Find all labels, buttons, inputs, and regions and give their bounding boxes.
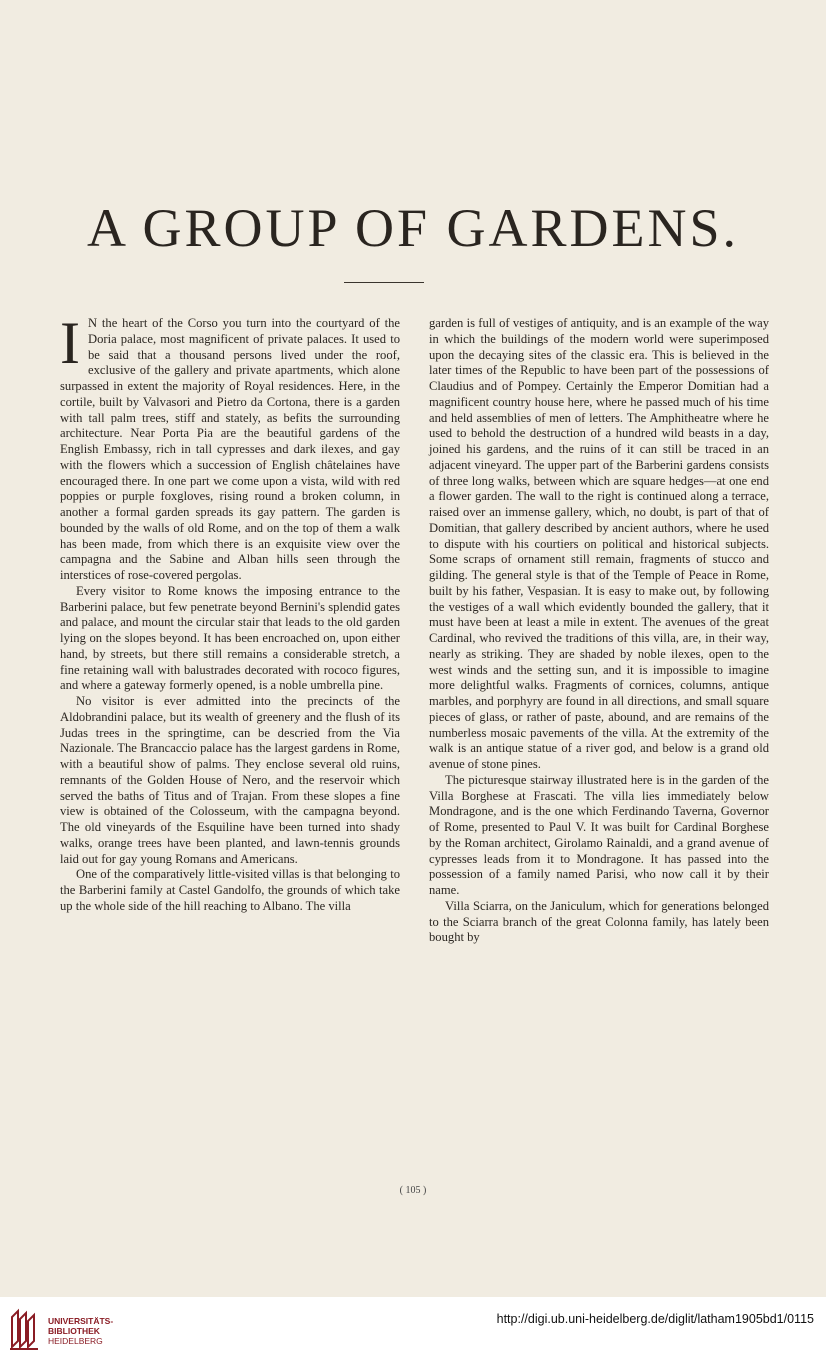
source-url-link[interactable]: http://digi.ub.uni-heidelberg.de/diglit/latham1905bd1/0115 (496, 1312, 814, 1326)
page-title: A GROUP OF GARDENS. (86, 198, 740, 258)
digitization-footer (0, 1297, 826, 1361)
title-rule (344, 282, 424, 283)
paragraph-5: garden is full of vestiges of antiquity, and is an example of the way in which the buildings of the modern world were superimposed upon the decaying sites of the classic era. This is believed in the later times of the Republic to have been part of the possessions of Claudius and of Pompey. Certainly the Emperor Domitian had a magnificent country house here, where he passed much of his time and held assemblies of men of letters. The Amphitheatre where he used to behold the destruction of a hundred wild beasts in a day, joined his gardens, and the ruins of it can still be traced in an adjacent vineyard. The upper part of the Barberini gardens consists of three long walks, between which are square hedges—at one end a flower garden. The wall to the right is continued along a terrace, raised over an immense gallery, which, no doubt, is part of that of Domitian, that gallery described by ancient authors, where he used to dispute with his courtiers on political and historical subjects. Some scraps of ornament still remain, fragments of stucco and gilding. The general style is that of the Temple of Peace in Rome, built by his father, Vespasian. It is easy to make out, by following the vestiges of a wall which evidently bounded the gallery, that it must have been at least a mile in extent. The avenues of the great Cardinal, who revived the traditions of this villa, are, in their way, nearly as striking. They are shaded by noble ilexes, open to the west winds and the setting sun, and it is impossible to imagine more delightful walks. Fragments of cornices, columns, antique marbles, and porphyry are found in all directions, and small square pieces of glass, or rather of paste, abound, and are remains of the numberless mosaic pavements of the villa. At the extremity of the walk is an antique statue of a river god, and below is a grand old avenue of stone pines. (429, 316, 769, 771)
page-number: ( 105 ) (399, 1185, 427, 1196)
drop-cap: I (60, 310, 80, 376)
paragraph-1-text: N the heart of the Corso you turn into the courtyard of the Doria palace, most magnificent of private palaces. It used to be said that a thousand persons lived under the roof, exclusive of the gallery and private apartments, which alone surpassed in extent the majority of Royal residences. Here, in the cortile, built by Valvasori and Pietro da Cortona, there is a garden with tall palm trees, stiff and stately, as befits the surrounding architecture. Near Porta Pia are the beautiful gardens of the English Embassy, rich in tall cypresses and dark ilexes, and gay with the flowers which a succession of English châtelaines have encouraged there. In one part we come upon a vista, wild with red poppies or purple foxgloves, rising round a broken column, in another a formal garden spreads its gay pattern. The garden is bounded by the walls of old Rome, and on the top of them a walk has been made, from which there is an exquisite view over the campagna and the Sabine and Alban hills seen through the interstices of rose-covered pergolas. (60, 316, 400, 582)
paragraph-3: No visitor is ever admitted into the precincts of the Aldobrandini palace, but its wealth of greenery and the flush of its Judas trees in the springtime, can be descried from the Via Nazionale. The Brancaccio palace has the largest gardens in Rome, with a beautiful show of palms. They enclose several old ruins, remnants of the Golden House of Nero, and the reservoir which served the baths of Titus and of Trajan. From these slopes a fine view is obtained of the Colosseum, with the campagna beyond. The old vineyards of the Esquiline have been turned into shady walks, orange trees have been planted, and lawn-tennis grounds laid out for gay young Romans and Americans. (60, 694, 400, 866)
library-name (48, 1316, 113, 1346)
library-logo-icon (8, 1307, 40, 1351)
paragraph-1 (60, 310, 400, 584)
paragraph-6: The picturesque stairway illustrated here is in the garden of the Villa Borghese at Frascati. The villa lies immediately below Mondragone, and is the one which Ferdinando Taverna, Governor of Rome, presented to Paul V. It was built for Cardinal Borghese by the Roman architect, Girolamo Rainaldi, and a grand avenue of cypresses leads from it to Mondragone. It has passed into the possession of a family named Parisi, who now call it by their name. (429, 772, 769, 897)
library-line-1: UNIVERSITÄTS- (48, 1316, 114, 1326)
right-column (429, 316, 769, 946)
library-line-2: BIBLIOTHEK (48, 1326, 100, 1336)
paragraph-2: Every visitor to Rome knows the imposing entrance to the Barberini palace, but few penetrate beyond Bernini's splendid gates and palace, and mount the circular stair that leads to the old garden lying on the slopes beyond. It has been encroached on, upon either hand, by streets, but there still remains a considerable stretch, a fine retaining wall with balustrades decorated with rococo figures, and where a gateway formerly opened, is a noble umbrella pine. (60, 583, 400, 693)
left-column (60, 310, 400, 915)
library-line-3: HEIDELBERG (48, 1336, 103, 1346)
paragraph-7: Villa Sciarra, on the Janiculum, which for generations belonged to the Sciarra branch of the great Colonna family, has lately been bought by (429, 898, 769, 945)
paragraph-4: One of the comparatively little-visited villas is that belonging to the Barberini family at Castel Gandolfo, the grounds of which take up the whole side of the hill reaching to Albano. The villa (60, 867, 400, 913)
